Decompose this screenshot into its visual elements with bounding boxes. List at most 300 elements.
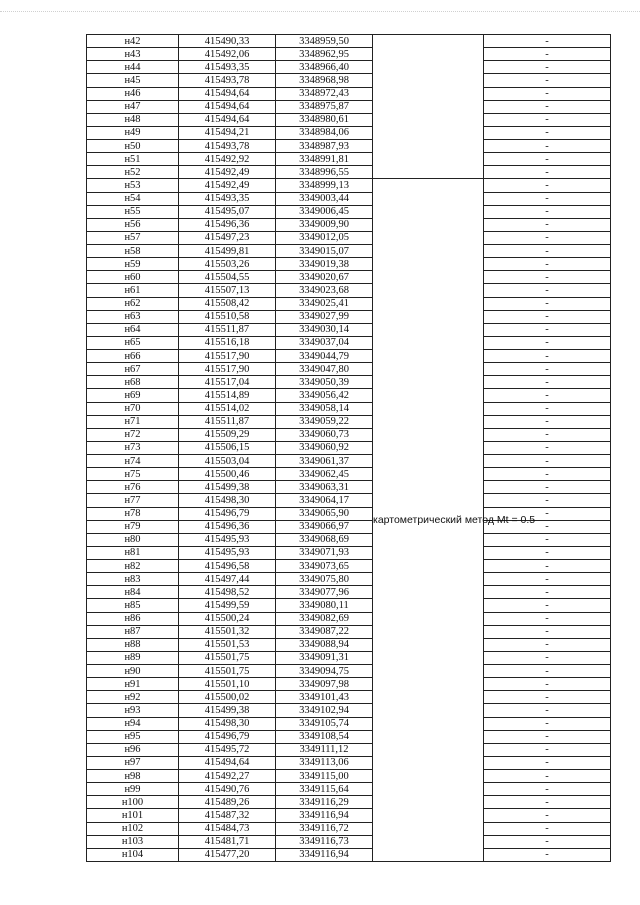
x-coordinate-cell: 415501,75	[179, 651, 276, 664]
point-name-cell: н79	[87, 520, 179, 533]
y-coordinate-cell: 3349094,75	[276, 665, 373, 678]
dash-value-cell: -	[484, 218, 611, 231]
dash-value-cell: -	[484, 625, 611, 638]
point-name-cell: н45	[87, 74, 179, 87]
table-row	[87, 245, 611, 258]
y-coordinate-cell: 3348999,13	[276, 179, 373, 192]
y-coordinate-cell: 3349012,05	[276, 231, 373, 244]
dash-value-cell: -	[484, 402, 611, 415]
dash-value-cell: -	[484, 730, 611, 743]
table-row	[87, 205, 611, 218]
point-name-cell: н103	[87, 835, 179, 848]
table-row	[87, 231, 611, 244]
y-coordinate-cell: 3349063,31	[276, 481, 373, 494]
x-coordinate-cell: 415493,78	[179, 74, 276, 87]
dash-value-cell: -	[484, 678, 611, 691]
y-coordinate-cell: 3348966,40	[276, 61, 373, 74]
y-coordinate-cell: 3349097,98	[276, 678, 373, 691]
x-coordinate-cell: 415490,33	[179, 35, 276, 48]
dash-value-cell: -	[484, 586, 611, 599]
table-row	[87, 350, 611, 363]
point-name-cell: н86	[87, 612, 179, 625]
y-coordinate-cell: 3349065,90	[276, 507, 373, 520]
point-name-cell: н89	[87, 651, 179, 664]
y-coordinate-cell: 3349044,79	[276, 350, 373, 363]
point-name-cell: н64	[87, 323, 179, 336]
dash-value-cell: -	[484, 783, 611, 796]
point-name-cell: н47	[87, 100, 179, 113]
point-name-cell: н55	[87, 205, 179, 218]
table-row	[87, 494, 611, 507]
table-row	[87, 192, 611, 205]
x-coordinate-cell: 415496,36	[179, 218, 276, 231]
y-coordinate-cell: 3348984,06	[276, 126, 373, 139]
dash-value-cell: -	[484, 74, 611, 87]
point-name-cell: н42	[87, 35, 179, 48]
x-coordinate-cell: 415494,64	[179, 756, 276, 769]
table-row	[87, 363, 611, 376]
dash-value-cell: -	[484, 35, 611, 48]
point-name-cell: н52	[87, 166, 179, 179]
point-name-cell: н66	[87, 350, 179, 363]
table-row	[87, 743, 611, 756]
y-coordinate-cell: 3348996,55	[276, 166, 373, 179]
x-coordinate-cell: 415484,73	[179, 822, 276, 835]
x-coordinate-cell: 415517,90	[179, 363, 276, 376]
point-name-cell: н60	[87, 271, 179, 284]
y-coordinate-cell: 3348991,81	[276, 153, 373, 166]
y-coordinate-cell: 3349113,06	[276, 756, 373, 769]
point-name-cell: н96	[87, 743, 179, 756]
dash-value-cell: -	[484, 638, 611, 651]
y-coordinate-cell: 3349006,45	[276, 205, 373, 218]
dash-value-cell: -	[484, 87, 611, 100]
table-row	[87, 468, 611, 481]
point-name-cell: н70	[87, 402, 179, 415]
method-cell: картометрический метод Mt = 0.5	[373, 179, 484, 862]
dash-value-cell: -	[484, 481, 611, 494]
dash-value-cell: -	[484, 835, 611, 848]
table-row	[87, 678, 611, 691]
table-row	[87, 691, 611, 704]
table-row	[87, 87, 611, 100]
dash-value-cell: -	[484, 350, 611, 363]
dash-value-cell: -	[484, 153, 611, 166]
point-name-cell: н67	[87, 363, 179, 376]
dash-value-cell: -	[484, 245, 611, 258]
y-coordinate-cell: 3349061,37	[276, 455, 373, 468]
dash-value-cell: -	[484, 376, 611, 389]
point-name-cell: н68	[87, 376, 179, 389]
y-coordinate-cell: 3349091,31	[276, 651, 373, 664]
dash-value-cell: -	[484, 691, 611, 704]
dash-value-cell: -	[484, 126, 611, 139]
point-name-cell: н56	[87, 218, 179, 231]
y-coordinate-cell: 3349068,69	[276, 533, 373, 546]
y-coordinate-cell: 3349115,00	[276, 770, 373, 783]
y-coordinate-cell: 3349015,07	[276, 245, 373, 258]
x-coordinate-cell: 415503,26	[179, 258, 276, 271]
table-row	[87, 166, 611, 179]
y-coordinate-cell: 3349056,42	[276, 389, 373, 402]
dash-value-cell: -	[484, 599, 611, 612]
table-row	[87, 665, 611, 678]
dash-value-cell: -	[484, 140, 611, 153]
table-row	[87, 612, 611, 625]
dash-value-cell: -	[484, 258, 611, 271]
dash-value-cell: -	[484, 271, 611, 284]
dash-value-cell: -	[484, 560, 611, 573]
y-coordinate-cell: 3348987,93	[276, 140, 373, 153]
x-coordinate-cell: 415495,93	[179, 533, 276, 546]
point-name-cell: н53	[87, 179, 179, 192]
dash-value-cell: -	[484, 310, 611, 323]
point-name-cell: н100	[87, 796, 179, 809]
table-row	[87, 481, 611, 494]
table-row	[87, 599, 611, 612]
dash-value-cell: -	[484, 284, 611, 297]
y-coordinate-cell: 3349087,22	[276, 625, 373, 638]
dash-value-cell: -	[484, 612, 611, 625]
point-name-cell: н92	[87, 691, 179, 704]
point-name-cell: н76	[87, 481, 179, 494]
x-coordinate-cell: 415496,79	[179, 507, 276, 520]
y-coordinate-cell: 3349116,72	[276, 822, 373, 835]
y-coordinate-cell: 3349066,97	[276, 520, 373, 533]
point-name-cell: н78	[87, 507, 179, 520]
dash-value-cell: -	[484, 468, 611, 481]
x-coordinate-cell: 415498,52	[179, 586, 276, 599]
y-coordinate-cell: 3349020,67	[276, 271, 373, 284]
point-name-cell: н59	[87, 258, 179, 271]
point-name-cell: н88	[87, 638, 179, 651]
x-coordinate-cell: 415504,55	[179, 271, 276, 284]
point-name-cell: н97	[87, 756, 179, 769]
point-name-cell: н65	[87, 336, 179, 349]
point-name-cell: н69	[87, 389, 179, 402]
dash-value-cell: -	[484, 441, 611, 454]
point-name-cell: н51	[87, 153, 179, 166]
scan-artifact-line	[0, 11, 640, 14]
y-coordinate-cell: 3349059,22	[276, 415, 373, 428]
dash-value-cell: -	[484, 796, 611, 809]
table-row	[87, 153, 611, 166]
x-coordinate-cell: 415496,79	[179, 730, 276, 743]
table-row	[87, 651, 611, 664]
x-coordinate-cell: 415501,32	[179, 625, 276, 638]
dash-value-cell: -	[484, 113, 611, 126]
table-row	[87, 441, 611, 454]
coordinates-table-body	[87, 35, 611, 862]
y-coordinate-cell: 3349037,04	[276, 336, 373, 349]
point-name-cell: н57	[87, 231, 179, 244]
table-row	[87, 258, 611, 271]
y-coordinate-cell: 3349019,38	[276, 258, 373, 271]
table-row	[87, 809, 611, 822]
table-row	[87, 284, 611, 297]
y-coordinate-cell: 3349080,11	[276, 599, 373, 612]
y-coordinate-cell: 3349073,65	[276, 560, 373, 573]
x-coordinate-cell: 415514,02	[179, 402, 276, 415]
x-coordinate-cell: 415494,64	[179, 87, 276, 100]
y-coordinate-cell: 3349047,80	[276, 363, 373, 376]
point-name-cell: н83	[87, 573, 179, 586]
point-name-cell: н93	[87, 704, 179, 717]
table-row	[87, 61, 611, 74]
x-coordinate-cell: 415497,23	[179, 231, 276, 244]
table-row	[87, 717, 611, 730]
y-coordinate-cell: 3349060,92	[276, 441, 373, 454]
x-coordinate-cell: 415496,36	[179, 520, 276, 533]
x-coordinate-cell: 415493,78	[179, 140, 276, 153]
x-coordinate-cell: 415517,04	[179, 376, 276, 389]
method-cell-upper	[373, 35, 484, 179]
x-coordinate-cell: 415493,35	[179, 61, 276, 74]
y-coordinate-cell: 3349030,14	[276, 323, 373, 336]
x-coordinate-cell: 415498,30	[179, 717, 276, 730]
y-coordinate-cell: 3349116,94	[276, 848, 373, 861]
point-name-cell: н58	[87, 245, 179, 258]
table-row	[87, 218, 611, 231]
dash-value-cell: -	[484, 573, 611, 586]
dash-value-cell: -	[484, 166, 611, 179]
table-row	[87, 770, 611, 783]
y-coordinate-cell: 3348968,98	[276, 74, 373, 87]
y-coordinate-cell: 3349023,68	[276, 284, 373, 297]
point-name-cell: н77	[87, 494, 179, 507]
point-name-cell: н87	[87, 625, 179, 638]
x-coordinate-cell: 415501,10	[179, 678, 276, 691]
table-row	[87, 848, 611, 861]
dash-value-cell: -	[484, 363, 611, 376]
dash-value-cell: -	[484, 231, 611, 244]
dash-value-cell: -	[484, 770, 611, 783]
table-row	[87, 546, 611, 559]
table-row	[87, 783, 611, 796]
dash-value-cell: -	[484, 704, 611, 717]
dash-value-cell: -	[484, 455, 611, 468]
dash-value-cell: -	[484, 743, 611, 756]
table-row	[87, 100, 611, 113]
y-coordinate-cell: 3349071,93	[276, 546, 373, 559]
x-coordinate-cell: 415511,87	[179, 323, 276, 336]
point-name-cell: н62	[87, 297, 179, 310]
table-row	[87, 455, 611, 468]
point-name-cell: н48	[87, 113, 179, 126]
x-coordinate-cell: 415498,30	[179, 494, 276, 507]
y-coordinate-cell: 3349025,41	[276, 297, 373, 310]
table-row	[87, 586, 611, 599]
x-coordinate-cell: 415510,58	[179, 310, 276, 323]
point-name-cell: н46	[87, 87, 179, 100]
dash-value-cell: -	[484, 323, 611, 336]
table-row	[87, 560, 611, 573]
dash-value-cell: -	[484, 100, 611, 113]
point-name-cell: н72	[87, 428, 179, 441]
y-coordinate-cell: 3348980,61	[276, 113, 373, 126]
table-row	[87, 428, 611, 441]
table-row	[87, 625, 611, 638]
table-row	[87, 336, 611, 349]
point-name-cell: н54	[87, 192, 179, 205]
x-coordinate-cell: 415494,64	[179, 100, 276, 113]
x-coordinate-cell: 415496,58	[179, 560, 276, 573]
dash-value-cell: -	[484, 651, 611, 664]
table-row	[87, 323, 611, 336]
dash-value-cell: -	[484, 756, 611, 769]
dash-value-cell: -	[484, 507, 611, 520]
y-coordinate-cell: 3349060,73	[276, 428, 373, 441]
point-name-cell: н98	[87, 770, 179, 783]
x-coordinate-cell: 415500,02	[179, 691, 276, 704]
y-coordinate-cell: 3349088,94	[276, 638, 373, 651]
dash-value-cell: -	[484, 389, 611, 402]
y-coordinate-cell: 3349062,45	[276, 468, 373, 481]
point-name-cell: н49	[87, 126, 179, 139]
point-name-cell: н80	[87, 533, 179, 546]
dash-value-cell: -	[484, 297, 611, 310]
y-coordinate-cell: 3349064,17	[276, 494, 373, 507]
x-coordinate-cell: 415501,53	[179, 638, 276, 651]
point-name-cell: н74	[87, 455, 179, 468]
y-coordinate-cell: 3349082,69	[276, 612, 373, 625]
x-coordinate-cell: 415487,32	[179, 809, 276, 822]
point-name-cell: н84	[87, 586, 179, 599]
table-row	[87, 271, 611, 284]
point-name-cell: н82	[87, 560, 179, 573]
table-row	[87, 756, 611, 769]
x-coordinate-cell: 415481,71	[179, 835, 276, 848]
table-row	[87, 48, 611, 61]
table-row	[87, 126, 611, 139]
point-name-cell: н71	[87, 415, 179, 428]
point-name-cell: н104	[87, 848, 179, 861]
point-name-cell: н85	[87, 599, 179, 612]
x-coordinate-cell: 415500,24	[179, 612, 276, 625]
x-coordinate-cell: 415495,93	[179, 546, 276, 559]
y-coordinate-cell: 3349027,99	[276, 310, 373, 323]
x-coordinate-cell: 415511,87	[179, 415, 276, 428]
y-coordinate-cell: 3349105,74	[276, 717, 373, 730]
table-row	[87, 74, 611, 87]
table-row	[87, 573, 611, 586]
table-row	[87, 113, 611, 126]
x-coordinate-cell: 415489,26	[179, 796, 276, 809]
table-row	[87, 310, 611, 323]
point-name-cell: н91	[87, 678, 179, 691]
y-coordinate-cell: 3349009,90	[276, 218, 373, 231]
x-coordinate-cell: 415499,38	[179, 481, 276, 494]
dash-value-cell: -	[484, 336, 611, 349]
x-coordinate-cell: 415495,07	[179, 205, 276, 218]
table-row	[87, 730, 611, 743]
x-coordinate-cell: 415500,46	[179, 468, 276, 481]
dash-value-cell: -	[484, 822, 611, 835]
y-coordinate-cell: 3349101,43	[276, 691, 373, 704]
y-coordinate-cell: 3349116,73	[276, 835, 373, 848]
x-coordinate-cell: 415492,92	[179, 153, 276, 166]
table-row	[87, 140, 611, 153]
x-coordinate-cell: 415514,89	[179, 389, 276, 402]
point-name-cell: н102	[87, 822, 179, 835]
point-name-cell: н44	[87, 61, 179, 74]
table-row	[87, 415, 611, 428]
dash-value-cell: -	[484, 546, 611, 559]
x-coordinate-cell: 415499,59	[179, 599, 276, 612]
dash-value-cell: -	[484, 192, 611, 205]
dash-value-cell: -	[484, 533, 611, 546]
x-coordinate-cell: 415492,49	[179, 179, 276, 192]
x-coordinate-cell: 415494,21	[179, 126, 276, 139]
point-name-cell: н63	[87, 310, 179, 323]
x-coordinate-cell: 415495,72	[179, 743, 276, 756]
x-coordinate-cell: 415507,13	[179, 284, 276, 297]
y-coordinate-cell: 3349102,94	[276, 704, 373, 717]
point-name-cell: н81	[87, 546, 179, 559]
point-name-cell: н94	[87, 717, 179, 730]
dash-value-cell: -	[484, 494, 611, 507]
point-name-cell: н99	[87, 783, 179, 796]
x-coordinate-cell: 415494,64	[179, 113, 276, 126]
y-coordinate-cell: 3349075,80	[276, 573, 373, 586]
y-coordinate-cell: 3349077,96	[276, 586, 373, 599]
table-row	[87, 835, 611, 848]
table-row	[87, 179, 611, 192]
point-name-cell: н73	[87, 441, 179, 454]
point-name-cell: н43	[87, 48, 179, 61]
dash-value-cell: -	[484, 665, 611, 678]
y-coordinate-cell: 3349003,44	[276, 192, 373, 205]
point-name-cell: н50	[87, 140, 179, 153]
y-coordinate-cell: 3348972,43	[276, 87, 373, 100]
y-coordinate-cell: 3349116,29	[276, 796, 373, 809]
point-name-cell: н90	[87, 665, 179, 678]
x-coordinate-cell: 415503,04	[179, 455, 276, 468]
dash-value-cell: -	[484, 61, 611, 74]
y-coordinate-cell: 3348962,95	[276, 48, 373, 61]
y-coordinate-cell: 3348959,50	[276, 35, 373, 48]
y-coordinate-cell: 3349115,64	[276, 783, 373, 796]
x-coordinate-cell: 415506,15	[179, 441, 276, 454]
x-coordinate-cell: 415499,81	[179, 245, 276, 258]
dash-value-cell: -	[484, 809, 611, 822]
dash-value-cell: -	[484, 415, 611, 428]
dash-value-cell: -	[484, 848, 611, 861]
x-coordinate-cell: 415517,90	[179, 350, 276, 363]
dash-value-cell: -	[484, 520, 611, 533]
dash-value-cell: -	[484, 717, 611, 730]
dash-value-cell: -	[484, 205, 611, 218]
y-coordinate-cell: 3349058,14	[276, 402, 373, 415]
x-coordinate-cell: 415501,75	[179, 665, 276, 678]
x-coordinate-cell: 415508,42	[179, 297, 276, 310]
table-row	[87, 389, 611, 402]
x-coordinate-cell: 415492,27	[179, 770, 276, 783]
x-coordinate-cell: 415516,18	[179, 336, 276, 349]
dash-value-cell: -	[484, 428, 611, 441]
y-coordinate-cell: 3348975,87	[276, 100, 373, 113]
table-row	[87, 376, 611, 389]
dash-value-cell: -	[484, 48, 611, 61]
point-name-cell: н61	[87, 284, 179, 297]
coordinates-table	[86, 34, 611, 862]
table-row	[87, 402, 611, 415]
table-row	[87, 35, 611, 48]
table-row	[87, 297, 611, 310]
x-coordinate-cell: 415509,29	[179, 428, 276, 441]
x-coordinate-cell: 415477,20	[179, 848, 276, 861]
x-coordinate-cell: 415492,49	[179, 166, 276, 179]
